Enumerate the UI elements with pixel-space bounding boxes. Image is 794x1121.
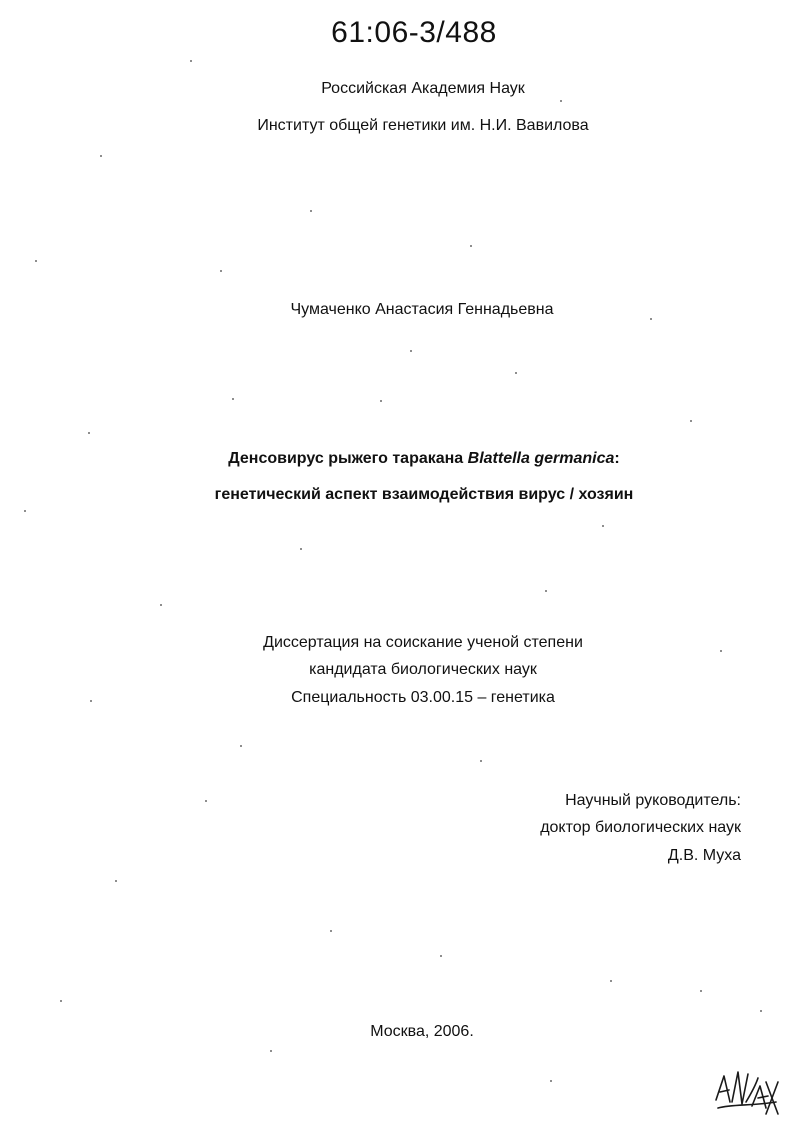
supervisor-name: Д.В. Муха — [667, 847, 741, 864]
place-and-year: Москва, 2006. — [370, 1023, 474, 1040]
title-line-2: генетический аспект взаимодействия вирус / хозяин — [214, 486, 634, 503]
title-line-1 — [228, 450, 619, 468]
species-name: Blattella germanica — [467, 450, 615, 467]
academy-name: Российская Академия Наук — [321, 80, 525, 97]
degree-line-2: кандидата биологических наук — [309, 661, 537, 678]
title-prefix: Денсовирус рыжего таракана — [228, 450, 468, 467]
specialty-line: Специальность 03.00.15 – генетика — [291, 689, 555, 706]
degree-line-1: Диссертация на соискание ученой степени — [263, 634, 583, 651]
document-code: 61:06-3/488 — [331, 16, 497, 49]
title-colon: : — [614, 450, 620, 467]
supervisor-degree: доктор биологических наук — [540, 819, 741, 836]
author-name: Чумаченко Анастасия Геннадьевна — [290, 301, 554, 318]
institute-name: Институт общей генетики им. Н.И. Вавилова — [257, 117, 589, 134]
supervisor-label: Научный руководитель: — [565, 792, 741, 809]
handwritten-signature-icon — [712, 1062, 784, 1118]
